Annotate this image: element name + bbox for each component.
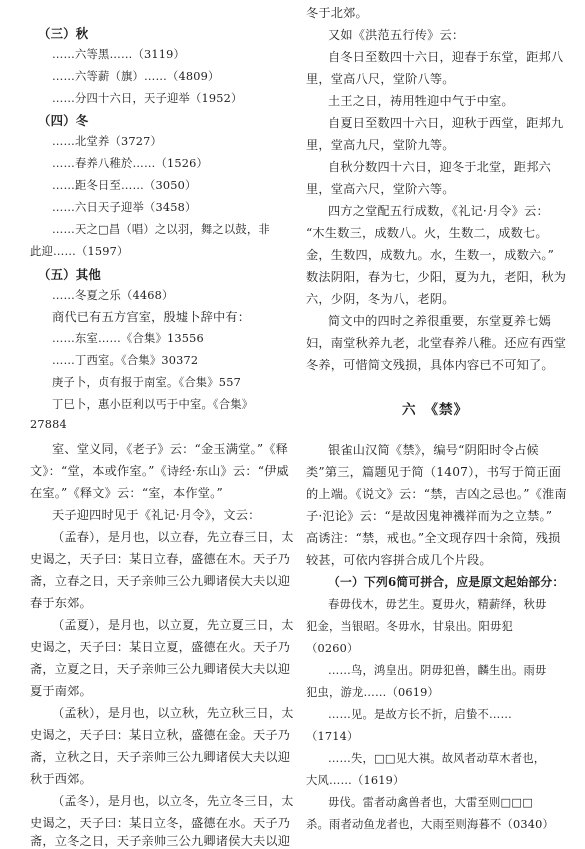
text-line: 大风……（1619） xyxy=(306,774,405,787)
text-line: ……冬夏之乐（4468） xyxy=(52,289,174,302)
text-line: ……六等黑……（3119） xyxy=(52,48,186,61)
text-line: （孟秋），是月也，以立秋，先立秋三日，太 xyxy=(52,706,294,720)
text-line: ……距冬日至……（3050） xyxy=(52,179,197,192)
text-line: ……见。是故方长不折，启蛰不…… xyxy=(328,708,512,721)
text-line: 庚子卜，贞有报于南室。《合集》557 xyxy=(52,376,241,389)
text-line: ……六等薪（旗）……（4809） xyxy=(52,70,220,83)
text-line: 犯金，当银昭。冬毋水，甘泉出。阳毋犯 xyxy=(306,620,513,633)
text-line: ……北堂养（3727） xyxy=(52,135,163,148)
text-line: 春毋伐木，毋艺生。夏毋火，精薪绎，秋毋 xyxy=(328,598,547,611)
text-line: 斋，立夏之日，天子亲帅三公九卿诸侯大夫以迎 xyxy=(30,662,291,676)
text-line: 自秋分数四十六日，迎冬于北堂，距邦六 xyxy=(328,160,551,174)
text-line: 四方之堂配五行成数，《礼记·月令》云： xyxy=(328,204,549,218)
text-line: 犯虫，游龙……（0619） xyxy=(306,686,440,699)
text-line: ……失，□□见大祺。故风者动草木者也， xyxy=(328,752,546,765)
text-line: （孟夏），是月也，以立夏，先立夏三日，太 xyxy=(52,618,294,632)
text-line: （0260） xyxy=(306,642,359,655)
text-line: 史谒之，天子曰：某日立秋，盛德在金。天子乃 xyxy=(30,728,291,742)
text-line: 里，堂高六尺，堂阶六等。 xyxy=(306,182,455,196)
text-line: 较甚，可依内容拼合成几个片段。 xyxy=(306,553,492,567)
text-line: 简文中的四时之养很重要，东堂夏养七嫣 xyxy=(328,314,551,328)
text-line: 秋于西郊。 xyxy=(30,772,92,786)
text-line: 里，堂高九尺，堂阶九等。 xyxy=(306,138,455,152)
text-line: 史谒之，天子曰：某日立夏，盛德在火。天子乃 xyxy=(30,640,291,654)
text-line: 斋，立冬之日，天子亲帅三公九卿诸侯大夫以迎 xyxy=(30,834,291,848)
text-line: 毋伐。雷者动禽兽者也，大雷至则□□□ xyxy=(328,796,534,809)
text-line: 夏于南郊。 xyxy=(30,684,92,698)
text-line: 里，堂高八尺，堂阶八等。 xyxy=(306,72,455,86)
text-line: 室、堂义同，《老子》云：“金玉满堂。”《释 xyxy=(52,442,289,456)
text-line: 子·氾论》云：“是故因鬼神禨祥而为之立禁。” xyxy=(306,509,553,523)
text-line: “木生数三，成数八。火，生数二，成数七。 xyxy=(306,226,548,240)
section-title: 六 《禁》 xyxy=(402,402,469,418)
heading-winter: （四）冬 xyxy=(38,113,89,128)
text-line: ……六日天子迎举（3458） xyxy=(52,201,197,214)
text-line: 天子迎四时见于《礼记·月令》，文云： xyxy=(52,508,261,522)
text-line: 杀。雨者动鱼龙者也，大雨至则海暮不（0340） xyxy=(306,818,554,831)
text-line: 妇，南堂秋养九老，北堂春养八稚。还应有西堂 xyxy=(306,336,567,350)
text-line: 文》：“堂，本或作室。”《诗经·东山》云：“伊威 xyxy=(30,464,289,478)
text-line: （1714） xyxy=(306,730,359,743)
text-line: ……东室……《合集》13556 xyxy=(52,332,204,345)
text-line: 的上端。《说文》云：“禁，吉凶之忌也。”《淮南 xyxy=(306,487,567,501)
text-line: 银雀山汉简《禁》，编号“阴阳时令占候 xyxy=(328,443,539,457)
text-line: 商代已有五方宫室，殷墟卜辞中有： xyxy=(52,310,251,324)
text-line: ……天之□昌（唱）之以羽，舞之以鼓，非 xyxy=(52,223,270,236)
text-line: 六，少阴，冬为八，老阴。 xyxy=(306,292,455,306)
text-line: 又如《洪范五行传》云： xyxy=(328,28,465,42)
text-line: 27884 xyxy=(30,418,67,431)
text-line: 在室。”《释文》云：“室，本作堂。” xyxy=(30,486,223,500)
text-line: 类”第三，篇题见于简（1407），书写于简正面 xyxy=(306,465,562,479)
text-line: ……丁西室。《合集》30372 xyxy=(52,354,199,367)
text-line: 冬于北郊。 xyxy=(306,6,368,20)
text-line: 斋，立春之日，天子亲帅三公九卿诸侯大夫以迎 xyxy=(30,574,291,588)
text-line: ……春养八稚於……（1526） xyxy=(52,157,209,170)
text-line: 丁巳卜，惠小臣利以丐于中室。《合集》 xyxy=(52,398,254,411)
text-line: 自夏日至数四十六日，迎秋于西堂，距邦九 xyxy=(328,116,564,130)
text-line: 春于东郊。 xyxy=(30,596,92,610)
text-line: 史谒之，天子曰：某日立冬，盛德在水。天子乃 xyxy=(30,816,291,830)
text-line: 数法阴阳，春为七，少阳，夏为九，老阳，秋为 xyxy=(306,270,567,284)
text-line: 高诱注：“禁，戒也。”全文现存四十余简，残损 xyxy=(306,531,561,545)
text-line: ……鸟，鸿皇出。阴毋犯兽，麟生出。雨毋 xyxy=(328,664,547,677)
text-line: 冬养，可惜简文残损，具体内容已不可知了。 xyxy=(306,358,554,372)
text-line: 金，生数四，成数九。水，生数一，成数六。” xyxy=(306,248,555,262)
text-line: 史谒之，天子曰：某日立春，盛德在木。天子乃 xyxy=(30,552,291,566)
text-line: 土王之日，祷用牲迎中气于中室。 xyxy=(328,94,514,108)
subheading: （一）下列6简可拼合，应是原文起始部分： xyxy=(328,575,565,589)
text-line: （孟冬），是月也，以立冬，先立冬三日，太 xyxy=(52,794,294,808)
heading-autumn: （三）秋 xyxy=(38,26,89,41)
heading-other: （五）其他 xyxy=(38,267,101,282)
text-line: 此迎……（1597） xyxy=(30,245,129,258)
text-line: 自冬日至数四十六日，迎春于东堂，距邦八 xyxy=(328,50,564,64)
text-line: （孟春），是月也，以立春，先立春三日，太 xyxy=(52,530,294,544)
text-line: 斋，立秋之日，天子亲帅三公九卿诸侯大夫以迎 xyxy=(30,750,291,764)
text-line: ……分四十六日，天子迎举（1952） xyxy=(52,92,243,105)
